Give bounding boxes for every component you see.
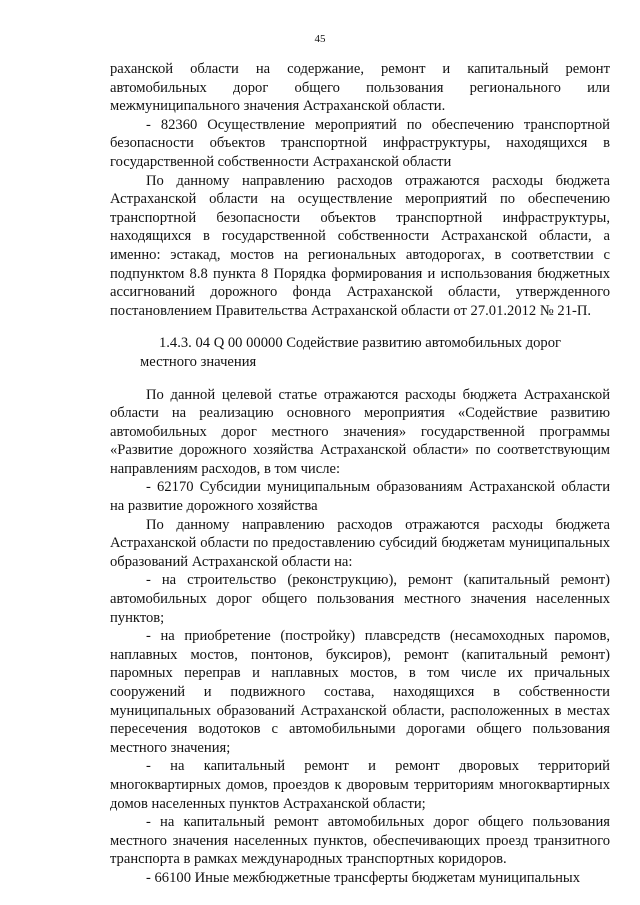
paragraph: - на строительство (реконструкцию), ремонт (капитальный ремонт) автомобильных дорог общего пользования местного значения населенных пунктов; bbox=[110, 572, 610, 626]
paragraph: По данной целевой статье отражаются расходы бюджета Астраханской области на реализацию основного мероприятия «Содействие развитию автомобильных дорог местного значения» государственной программы «Развитие дорожного хозяйства Астраханской области» по соответствующим направлениям расходов, в том числе: bbox=[110, 386, 610, 477]
paragraph: По данному направлению расходов отражаются расходы бюджета Астраханской области на осуществление мероприятий по обеспечению транспортной безопасности объектов транспортной инфраструктуры, находящихся в государственной собственности Астраханской области, а именно: эстакад, мостов на региональных автодорогах, в соответствии с подпунктом 8.8 пункта 8 Порядка формирования и использования бюджетных ассигнований дорожного фонда Астраханской области, утвержденного постановлением Правительства Астраханской области от 27.01.2012 № 21-П. bbox=[110, 172, 610, 319]
page-number: 45 bbox=[314, 33, 326, 45]
paragraph: - на капитальный ремонт автомобильных дорог общего пользования местного значения населенных пунктов, обеспечивающих проезд транзитного транспорта в рамках международных транспортных коридоров. bbox=[110, 814, 610, 868]
paragraph: - на капитальный ремонт и ремонт дворовых территорий многоквартирных домов, проездов к дворовым территориям многоквартирных домов населенных пунктов Астраханской области; bbox=[110, 758, 610, 812]
paragraph: раханской области на содержание, ремонт и капитальный ремонт автомобильных дорог общего пользования регионального или межмуниципального значения Астраханской области. bbox=[110, 61, 610, 115]
section-heading: 1.4.3. 04 Q 00 00000 Содействие развитию автомобильных дорог местного значения bbox=[140, 335, 562, 370]
document-body bbox=[110, 60, 610, 888]
paragraph: - 66100 Иные межбюджетные трансферты бюджетам муниципальных bbox=[146, 869, 581, 886]
paragraph: - 82360 Осуществление мероприятий по обеспечению транспортной безопасности объектов транспортной инфраструктуры, находящихся в государственной собственности Астраханской области bbox=[110, 116, 610, 170]
paragraph: По данному направлению расходов отражаются расходы бюджета Астраханской области по предоставлению субсидий бюджетам муниципальных образований Астраханской области на: bbox=[110, 516, 610, 570]
paragraph: - на приобретение (постройку) плавсредств (несамоходных паромов, наплавных мостов, понтонов, буксиров), ремонт (капитальный ремонт) паромных переправ и наплавных мостов, в том числе их причальных сооружений и подвижного состава, находящихся в собственности муниципальных образований Астраханской области, расположенных в местах пересечения водотоков с автомобильными дорогами общего пользования местного значения; bbox=[110, 628, 610, 756]
paragraph: - 62170 Субсидии муниципальным образованиям Астраханской области на развитие дорожного хозяйства bbox=[110, 479, 610, 515]
